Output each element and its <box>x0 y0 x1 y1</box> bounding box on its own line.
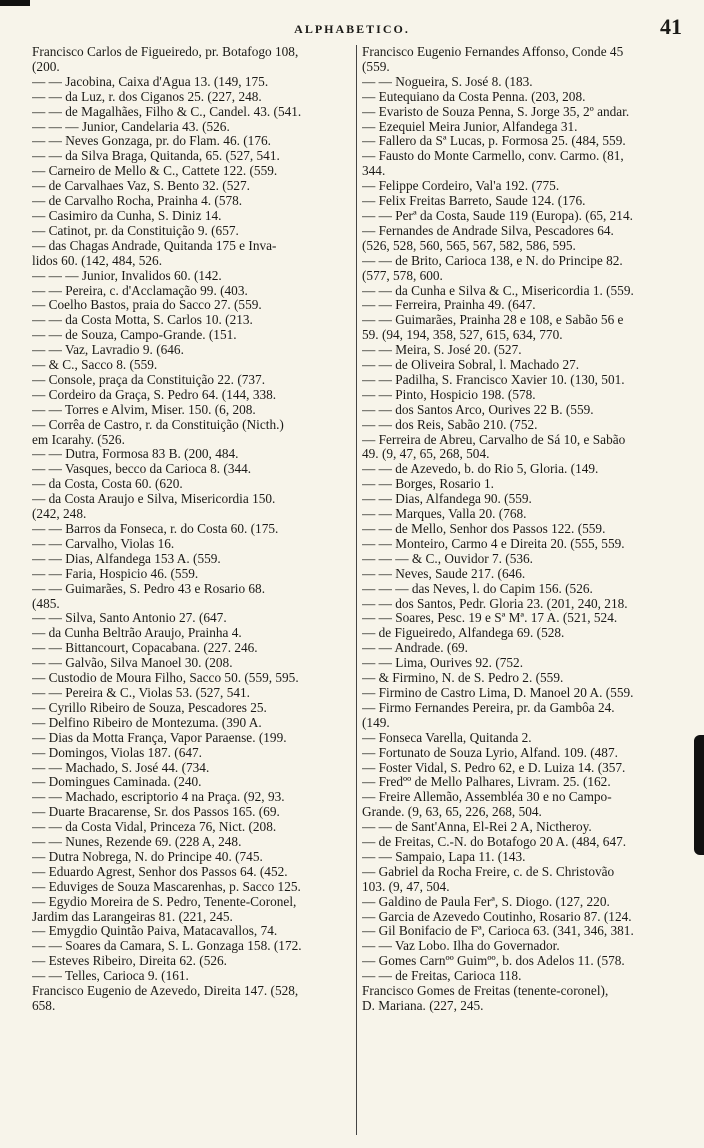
directory-entry-line: — Fonseca Varella, Quitanda 2. <box>362 730 532 745</box>
directory-entry-line: — & Firmino, N. de S. Pedro 2. (559. <box>362 671 564 686</box>
directory-entry-line: — — — Junior, Invalidos 60. (142. <box>32 268 222 283</box>
directory-entry-line: — — da Luz, r. dos Ciganos 25. (227, 248. <box>32 89 262 104</box>
directory-entry-line: — — Bittancourt, Copacabana. (227. 246. <box>32 641 258 656</box>
directory-entry-line: — — de Freitas, Carioca 118. <box>362 969 522 984</box>
directory-entry-line: — Eduardo Agrest, Senhor dos Passos 64. (452. <box>32 864 288 879</box>
directory-entry-line: — — Borges, Rosario 1. <box>362 477 494 492</box>
directory-entry-line: — — de Sant'Anna, El-Rei 2 A, Nictheroy. <box>362 820 592 835</box>
directory-entry-line: — de Carvalho Rocha, Prainha 4. (578. <box>32 194 243 209</box>
directory-entry-line: — — Ferreira, Prainha 49. (647. <box>362 298 536 313</box>
directory-entry-line: Francisco Gomes de Freitas (tenente-coronel), <box>362 984 609 999</box>
directory-entry-line: — Egydio Moreira de S. Pedro, Tenente-Coronel, <box>32 894 297 909</box>
directory-entry-line: (485. <box>32 596 60 611</box>
directory-entry-line: — — Vasques, becco da Carioca 8. (344. <box>32 462 252 477</box>
directory-entry-line: — Dias da Motta França, Vapor Paraense. (199. <box>32 730 287 745</box>
directory-entry-line: — — Soares da Camara, S. L. Gonzaga 158. (172. <box>32 939 302 954</box>
directory-entry-line: — — Meira, S. José 20. (527. <box>362 343 522 358</box>
corner-ink-mark <box>0 0 30 6</box>
directory-entry-line: — Custodio de Moura Filho, Sacco 50. (559, 595. <box>32 671 299 686</box>
directory-entry-line: — Esteves Ribeiro, Direita 62. (526. <box>32 954 227 969</box>
directory-entry-line: — — Perª da Costa, Saude 119 (Europa). (65, 214. <box>362 208 633 223</box>
directory-entry-line: — — Neves Gonzaga, pr. do Flam. 46. (176. <box>32 134 271 149</box>
directory-entry-line: — — da Silva Braga, Quitanda, 65. (527, 541. <box>32 149 280 164</box>
directory-entry-line: — Ezequiel Meira Junior, Alfandega 31. <box>362 119 578 134</box>
directory-entry-line: — — da Cunha e Silva & C., Misericordia 1. (559. <box>362 283 634 298</box>
right-column <box>362 45 680 1140</box>
directory-entry-line: 49. (9, 47, 65, 268, 504. <box>362 447 490 462</box>
directory-entry-line: — Fausto do Monte Carmello, conv. Carmo. (81, <box>362 149 624 164</box>
directory-entry-line: — Corrêa de Castro, r. da Constituição (Nicth.) <box>32 417 284 432</box>
directory-entry-line: — Delfino Ribeiro de Montezuma. (390 A. <box>32 715 262 730</box>
directory-entry-line: — — — Junior, Candelaria 43. (526. <box>32 119 230 134</box>
directory-entry-line: — de Carvalhaes Vaz, S. Bento 32. (527. <box>32 179 251 194</box>
directory-entry-line: — — Pinto, Hospicio 198. (578. <box>362 387 536 402</box>
page-edge-shadow <box>694 735 704 855</box>
directory-entry-line: — Fernandes de Andrade Silva, Pescadores 64. <box>362 223 614 238</box>
directory-entry-line: — Felippe Cordeiro, Val'a 192. (775. <box>362 179 560 194</box>
directory-entry-line: — Coelho Bastos, praia do Sacco 27. (559. <box>32 298 262 313</box>
directory-entry-line: — — — & C., Ouvidor 7. (536. <box>362 551 534 566</box>
directory-entry-line: — — Pereira & C., Violas 53. (527, 541. <box>32 685 250 700</box>
directory-entry-line: — Gomes Carnºº Guimºº, b. dos Adelos 11. (578. <box>362 954 625 969</box>
directory-entry-line: — — Andrade. (69. <box>362 641 468 656</box>
directory-entry-line: — — Nogueira, S. José 8. (183. <box>362 74 533 89</box>
directory-entry-line: — — Telles, Carioca 9. (161. <box>32 969 189 984</box>
left-column <box>32 45 352 1140</box>
directory-entry-line: — — Jacobina, Caixa d'Agua 13. (149, 175. <box>32 74 269 89</box>
directory-entry-line: (200. <box>32 59 60 74</box>
directory-entry-line: — — Guimarães, Prainha 28 e 108, e Sabão 56 e <box>362 313 624 328</box>
running-title: ALPHABETICO. <box>294 22 410 36</box>
directory-entry-line: 658. <box>32 999 56 1013</box>
directory-entry-line: — — Padilha, S. Francisco Xavier 10. (130, 501. <box>362 372 625 387</box>
directory-entry-line: — de Figueiredo, Alfandega 69. (528. <box>362 626 565 641</box>
directory-entry-line: — Dutra Nobrega, N. do Principe 40. (745. <box>32 849 263 864</box>
directory-entry-line: — das Chagas Andrade, Quitanda 175 e Inva- <box>32 238 277 253</box>
directory-entry-line: — Freire Allemão, Assembléa 30 e no Campo- <box>362 790 612 805</box>
directory-entry-line: — Domingues Caminada. (240. <box>32 775 202 790</box>
directory-entry-line: — Domingos, Violas 187. (647. <box>32 745 202 760</box>
directory-entry-line: — — Dutra, Formosa 83 B. (200, 484. <box>32 447 239 462</box>
directory-entry-line: — Gil Bonifacio de Fª, Carioca 63. (341, 346, 381. <box>362 924 634 939</box>
directory-entry-line: — Felix Freitas Barreto, Saude 124. (176. <box>362 194 586 209</box>
directory-entry-line: — Eduviges de Souza Mascarenhas, p. Sacco 125. <box>32 879 301 894</box>
directory-entry-line: Jardim das Larangeiras 81. (221, 245. <box>32 909 233 924</box>
directory-entry-line: Grande. (9, 63, 65, 226, 268, 504. <box>362 805 542 820</box>
directory-entry-line: — — — das Neves, l. do Capim 156. (526. <box>362 581 593 596</box>
directory-entry-line: — Catinot, pr. da Constituição 9. (657. <box>32 223 239 238</box>
directory-entry-line: — Ferreira de Abreu, Carvalho de Sá 10, e Sabão <box>362 432 626 447</box>
directory-entry-line: — — dos Santos Arco, Ourives 22 B. (559. <box>362 402 594 417</box>
directory-entry-line: — Cordeiro da Graça, S. Pedro 64. (144, 338. <box>32 387 277 402</box>
directory-entry-line: — — Sampaio, Lapa 11. (143. <box>362 849 526 864</box>
directory-entry-line: — Garcia de Azevedo Coutinho, Rosario 87. (124. <box>362 909 632 924</box>
directory-entry-line: — — Nunes, Rezende 69. (228 A, 248. <box>32 835 242 850</box>
directory-entry-line: — da Costa Araujo e Silva, Misericordia 150. <box>32 492 276 507</box>
directory-entry-line: — — Machado, S. José 44. (734. <box>32 760 210 775</box>
directory-entry-line: — — Vaz, Lavradio 9. (646. <box>32 343 184 358</box>
directory-entry-line: 103. (9, 47, 504. <box>362 879 450 894</box>
directory-entry-line: — — Marques, Valla 20. (768. <box>362 507 527 522</box>
directory-entry-line: — — Lima, Ourives 92. (752. <box>362 656 524 671</box>
directory-entry-line: — — de Mello, Senhor dos Passos 122. (559. <box>362 522 606 536</box>
directory-entry-line: — Fortunato de Souza Lyrio, Alfand. 109. (487. <box>362 745 618 760</box>
directory-entry-line: — & C., Sacco 8. (559. <box>32 358 158 373</box>
directory-entry-line: (559. <box>362 59 390 74</box>
directory-entry-line: — — Torres e Alvim, Miser. 150. (6, 208. <box>32 402 256 417</box>
column-divider <box>356 45 357 1135</box>
directory-entry-line: — — de Brito, Carioca 138, e N. do Principe 82. <box>362 253 623 268</box>
directory-entry-line: — — Guimarães, S. Pedro 43 e Rosario 68. <box>32 581 266 596</box>
directory-entry-line: (526, 528, 560, 565, 567, 582, 586, 595. <box>362 238 576 253</box>
directory-entry-line: — — dos Santos, Pedr. Gloria 23. (201, 240, 218. <box>362 596 628 611</box>
directory-entry-line: — — Faria, Hospicio 46. (559. <box>32 566 199 581</box>
directory-entry-line: — Duarte Bracarense, Sr. dos Passos 165. (69. <box>32 805 280 820</box>
directory-entry-line: — Carneiro de Mello & C., Cattete 122. (559. <box>32 164 278 179</box>
directory-columns <box>0 45 704 1140</box>
directory-entry-line: — da Cunha Beltrão Araujo, Prainha 4. <box>32 626 242 641</box>
directory-entry-line: — Evaristo de Souza Penna, S. Jorge 35, 2º andar. <box>362 104 630 119</box>
directory-entry-line: — — de Magalhães, Filho & C., Candel. 43. (541. <box>32 104 302 119</box>
directory-entry-line: — — Pereira, c. d'Acclamação 99. (403. <box>32 283 248 298</box>
directory-entry-line: — Firmo Fernandes Pereira, pr. da Gambôa 24. <box>362 700 615 715</box>
directory-entry-line: — — Soares, Pesc. 19 e Sª Mª. 17 A. (521, 524. <box>362 611 618 626</box>
directory-entry-line: — Foster Vidal, S. Pedro 62, e D. Luiza 14. (357. <box>362 760 626 775</box>
directory-entry-line: 59. (94, 194, 358, 527, 615, 634, 770. <box>362 328 563 343</box>
directory-entry-line: Francisco Eugenio Fernandes Affonso, Conde 45 <box>362 45 624 59</box>
directory-entry-line: — Console, praça da Constituição 22. (737. <box>32 372 266 387</box>
directory-entry-line: — Emygdio Quintão Paiva, Matacavallos, 74. <box>32 924 278 939</box>
directory-entry-line: — — Dias, Alfandega 90. (559. <box>362 492 532 507</box>
directory-entry-line: (577, 578, 600. <box>362 268 443 283</box>
directory-entry-line: — — Machado, escriptorio 4 na Praça. (92, 93. <box>32 790 285 805</box>
directory-entry-line: (242, 248. <box>32 507 87 522</box>
directory-entry-line: — Gabriel da Rocha Freire, c. de S. Christovão <box>362 864 615 879</box>
directory-entry-line: Francisco Carlos de Figueiredo, pr. Botafogo 108, <box>32 45 299 59</box>
directory-entry-line: lidos 60. (142, 484, 526. <box>32 253 163 268</box>
page-header <box>0 14 704 40</box>
directory-entry-line: — Cyrillo Ribeiro de Souza, Pescadores 25. <box>32 700 267 715</box>
directory-entry-line: — — Carvalho, Violas 16. <box>32 536 175 551</box>
directory-entry-line: — — Dias, Alfandega 153 A. (559. <box>32 551 221 566</box>
directory-entry-line: — Eutequiano da Costa Penna. (203, 208. <box>362 89 586 104</box>
directory-entry-line: — de Freitas, C.-N. do Botafogo 20 A. (484, 647. <box>362 835 627 850</box>
directory-entry-line: — — Galvão, Silva Manoel 30. (208. <box>32 656 233 671</box>
directory-entry-line: — — da Costa Motta, S. Carlos 10. (213. <box>32 313 253 328</box>
directory-entry-line: Francisco Eugenio de Azevedo, Direita 147. (528, <box>32 984 299 999</box>
directory-entry-line: 344. <box>362 164 386 179</box>
directory-entry-line: — — da Costa Vidal, Princeza 76, Nict. (208. <box>32 820 277 835</box>
directory-entry-line: em Icarahy. (526. <box>32 432 125 447</box>
directory-entry-line: — — dos Reis, Sabão 210. (752. <box>362 417 538 432</box>
directory-entry-line: — da Costa, Costa 60. (620. <box>32 477 183 492</box>
directory-entry-line: (149. <box>362 715 390 730</box>
directory-entry-line: — Fallero da Sª Lucas, p. Formosa 25. (484, 559. <box>362 134 626 149</box>
directory-entry-line: — Firmino de Castro Lima, D. Manoel 20 A. (559. <box>362 685 634 700</box>
directory-entry-line: — — Barros da Fonseca, r. do Costa 60. (175. <box>32 522 279 536</box>
directory-entry-line: — — de Oliveira Sobral, l. Machado 27. <box>362 358 580 373</box>
directory-entry-line: — — Vaz Lobo. Ilha do Governador. <box>362 939 560 954</box>
page-number: 41 <box>660 14 682 39</box>
directory-entry-line: — — Neves, Saude 217. (646. <box>362 566 526 581</box>
directory-entry-line: — — de Azevedo, b. do Rio 5, Gloria. (149. <box>362 462 599 477</box>
directory-entry-line: — Fredºº de Mello Palhares, Livram. 25. (162. <box>362 775 611 790</box>
directory-entry-line: — Casimiro da Cunha, S. Diniz 14. <box>32 208 222 223</box>
directory-entry-line: D. Mariana. (227, 245. <box>362 999 484 1013</box>
directory-entry-line: — Galdino de Paula Ferª, S. Diogo. (127, 220. <box>362 894 610 909</box>
directory-entry-line: — — Silva, Santo Antonio 27. (647. <box>32 611 227 626</box>
directory-entry-line: — — de Souza, Campo-Grande. (151. <box>32 328 237 343</box>
directory-entry-line: — — Monteiro, Carmo 4 e Direita 20. (555, 559. <box>362 536 625 551</box>
